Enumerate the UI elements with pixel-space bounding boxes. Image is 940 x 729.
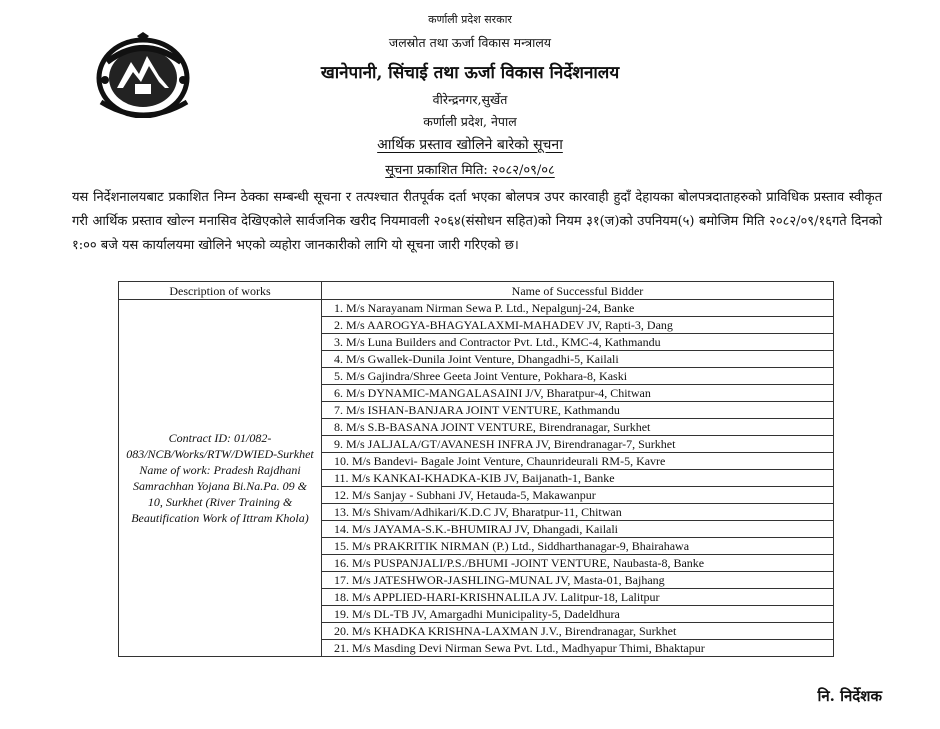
notice-paragraph: यस निर्देशनालयबाट प्रकाशित निम्न ठेक्का सम्बन्धी सूचना र तत्पश्चात रीतपूर्वक दर्ता भएका बोलपत्र उपर कारवाही हुदाँ देहायका बोलपत्रदाताहरुको प्राविधिक प्रस्ताव स्वीकृत गरी आर्थिक प्रस्ताव खोल्न मनासिव देखिएकोले सार्वजनिक खरीद नियमावली २०६४(संसोधन सहित)को नियम ३१(ज)को उपनियम(५) बमोजिम मिति २०८२/०९/१६गते दिनको १:०० बजे यस कार्यालयमा खोलिने भएको व्यहोरा जानकारीको लागि यो सूचना जारी गरिएको छ। — [72, 190, 882, 253]
bidder-cell: 3. M/s Luna Builders and Contractor Pvt. Ltd., KMC-4, Kathmandu — [322, 334, 834, 351]
bidders-table — [118, 281, 834, 657]
bidder-cell: 8. M/s S.B-BASANA JOINT VENTURE, Birendranagar, Surkhet — [322, 419, 834, 436]
column-header-bidder: Name of Successful Bidder — [322, 282, 834, 300]
bidder-cell: 5. M/s Gajindra/Shree Geeta Joint Venture, Pokhara-8, Kaski — [322, 368, 834, 385]
table-row — [119, 300, 834, 317]
notice-title-text: आर्थिक प्रस्ताव खोलिने बारेको सूचना — [377, 137, 563, 153]
bidder-cell: 14. M/s JAYAMA-S.K.-BHUMIRAJ JV, Dhangadi, Kailali — [322, 521, 834, 538]
bidder-cell: 19. M/s DL-TB JV, Amargadhi Municipality-5, Dadeldhura — [322, 606, 834, 623]
bidder-cell: 1. M/s Narayanam Nirman Sewa P. Ltd., Nepalgunj-24, Banke — [322, 300, 834, 317]
bidder-cell: 13. M/s Shivam/Adhikari/K.D.C JV, Bharatpur-11, Chitwan — [322, 504, 834, 521]
works-description: Contract ID: 01/082-083/NCB/Works/RTW/DWIED-Surkhet Name of work: Pradesh Rajdhani Samrachhan Yojana Bi.Na.Pa. 09 & 10, Surkhet (River Training & Beautification Work of Ittram Khola) — [119, 300, 322, 657]
office-province: कर्णाली प्रदेश, नेपाल — [423, 114, 517, 129]
bidder-cell: 16. M/s PUSPANJALI/P.S./BHUMI -JOINT VENTURE, Naubasta-8, Banke — [322, 555, 834, 572]
bidder-cell: 2. M/s AAROGYA-BHAGYALAXMI-MAHADEV JV, Rapti-3, Dang — [322, 317, 834, 334]
bidder-cell: 6. M/s DYNAMIC-MANGALASAINI J/V, Bharatpur-4, Chitwan — [322, 385, 834, 402]
province-government-label: कर्णाली प्रदेश सरकार — [428, 13, 512, 26]
directorate-name: खानेपानी, सिंचाई तथा ऊर्जा विकास निर्देशनालय — [320, 63, 620, 83]
bidder-cell: 9. M/s JALJALA/GT/AVANESH INFRA JV, Birendranagar-7, Surkhet — [322, 436, 834, 453]
bidder-cell: 17. M/s JATESHWOR-JASHLING-MUNAL JV, Masta-01, Bajhang — [322, 572, 834, 589]
table-header-row — [119, 282, 834, 300]
office-city: वीरेन्द्रनगर,सुर्खेत — [432, 92, 508, 107]
published-date — [0, 160, 940, 178]
notice-title — [0, 135, 940, 154]
signature-director: नि. निर्देशक — [817, 687, 882, 705]
bidder-cell: 15. M/s PRAKRITIK NIRMAN (P.) Ltd., Siddharthanagar-9, Bhairahawa — [322, 538, 834, 555]
bidder-cell: 7. M/s ISHAN-BANJARA JOINT VENTURE, Kathmandu — [322, 402, 834, 419]
published-date-text: सूचना प्रकाशित मिति: २०८२/०९/०८ — [385, 163, 555, 178]
bidder-cell: 20. M/s KHADKA KRISHNA-LAXMAN J.V., Birendranagar, Surkhet — [322, 623, 834, 640]
bidder-cell: 11. M/s KANKAI-KHADKA-KIB JV, Baijanath-1, Banke — [322, 470, 834, 487]
bidder-cell: 4. M/s Gwallek-Dunila Joint Venture, Dhangadhi-5, Kailali — [322, 351, 834, 368]
bidder-cell: 10. M/s Bandevi- Bagale Joint Venture, Chaunrideurali RM-5, Kavre — [322, 453, 834, 470]
bidder-cell: 18. M/s APPLIED-HARI-KRISHNALILA JV. Lalitpur-18, Lalitpur — [322, 589, 834, 606]
bidder-cell: 21. M/s Masding Devi Nirman Sewa Pvt. Ltd., Madhyapur Thimi, Bhaktapur — [322, 640, 834, 657]
ministry-name: जलस्रोत तथा ऊर्जा विकास मन्त्रालय — [388, 35, 552, 50]
column-header-description: Description of works — [119, 282, 322, 300]
bidder-cell: 12. M/s Sanjay - Subhani JV, Hetauda-5, Makawanpur — [322, 487, 834, 504]
